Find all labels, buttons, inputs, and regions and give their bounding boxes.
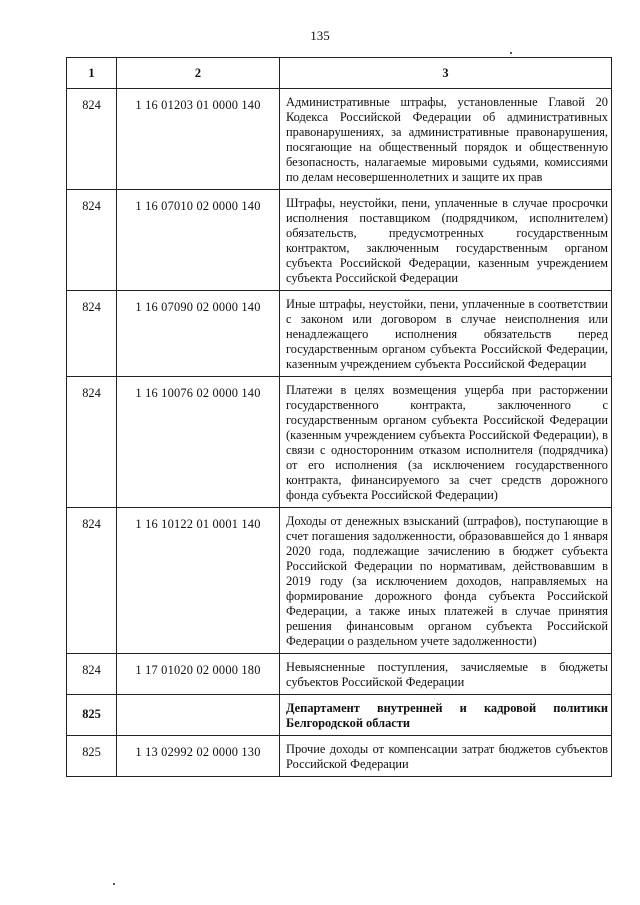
description-cell: Прочие доходы от компенсации затрат бюджетов субъектов Российской Федерации bbox=[280, 736, 612, 777]
table-row bbox=[67, 291, 612, 377]
admin-code-cell: 825 bbox=[67, 695, 117, 736]
budget-code-cell: 1 17 01020 02 0000 180 bbox=[117, 654, 280, 695]
department-name-cell: Департамент внутренней и кадровой политики Белгородской области bbox=[280, 695, 612, 736]
budget-code-cell bbox=[117, 695, 280, 736]
budget-code-cell: 1 13 02992 02 0000 130 bbox=[117, 736, 280, 777]
budget-code-cell: 1 16 10076 02 0000 140 bbox=[117, 377, 280, 508]
table-row bbox=[67, 736, 612, 777]
revenue-table bbox=[66, 57, 612, 777]
description-cell: Невыясненные поступления, зачисляемые в бюджеты субъектов Российской Федерации bbox=[280, 654, 612, 695]
description-cell: Иные штрафы, неустойки, пени, уплаченные в соответствии с законом или договором в случае неисполнения или ненадлежащего исполнения обязательств перед государственным органом субъекта Российской Федерации, казенным учреждением субъекта Российской Федерации bbox=[280, 291, 612, 377]
description-cell: Платежи в целях возмещения ущерба при расторжении государственного контракта, заключенного с государственным органом субъекта Российской Федерации (казенным учреждением субъекта Российской Федерации), в связи с односторонним отказом исполнителя (подрядчика) от его исполнения (за исключением государственного контракта, финансируемого за счет средств дорожного фонда субъекта Российской Федерации) bbox=[280, 377, 612, 508]
admin-code-cell: 825 bbox=[67, 736, 117, 777]
admin-code-cell: 824 bbox=[67, 654, 117, 695]
budget-code-cell: 1 16 07090 02 0000 140 bbox=[117, 291, 280, 377]
table-row bbox=[67, 377, 612, 508]
header-col-2: 2 bbox=[117, 58, 280, 89]
table-row bbox=[67, 654, 612, 695]
budget-code-cell: 1 16 07010 02 0000 140 bbox=[117, 190, 280, 291]
admin-code-cell: 824 bbox=[67, 291, 117, 377]
admin-code-cell: 824 bbox=[67, 377, 117, 508]
description-cell: Доходы от денежных взысканий (штрафов), поступающие в счет погашения задолженности, образовавшейся до 1 января 2020 года, подлежащие зачислению в бюджет субъекта Российской Федерации по нормативам, действовавшим в 2019 году (за исключением доходов, направляемых на формирование дорожного фонда субъекта Российской Федерации, а также иных платежей в случае принятия решения финансовым органом субъекта Российской Федерации о раздельном учете задолженности) bbox=[280, 508, 612, 654]
table-row bbox=[67, 89, 612, 190]
revenue-table-container bbox=[66, 57, 611, 777]
admin-code-cell: 824 bbox=[67, 190, 117, 291]
header-col-1: 1 bbox=[67, 58, 117, 89]
admin-code-cell: 824 bbox=[67, 508, 117, 654]
header-row bbox=[67, 58, 612, 89]
header-col-3: 3 bbox=[280, 58, 612, 89]
department-heading-row bbox=[67, 695, 612, 736]
table-row bbox=[67, 508, 612, 654]
admin-code-cell: 824 bbox=[67, 89, 117, 190]
description-cell: Административные штрафы, установленные Главой 20 Кодекса Российской Федерации об административных правонарушениях, за административные правонарушения, посягающие на общественный порядок и общественную безопасность, налагаемые мировыми судьями, комиссиями по делам несовершеннолетних и защите их прав bbox=[280, 89, 612, 190]
budget-code-cell: 1 16 01203 01 0000 140 bbox=[117, 89, 280, 190]
description-cell: Штрафы, неустойки, пени, уплаченные в случае просрочки исполнения поставщиком (подрядчиком, исполнителем) обязательств, предусмотренных государственным контрактом, заключенным государственным органом субъекта Российской Федерации, казенным учреждением субъекта Российской Федерации bbox=[280, 190, 612, 291]
scan-speck bbox=[510, 52, 512, 54]
page-number: 135 bbox=[310, 28, 330, 43]
table-row bbox=[67, 190, 612, 291]
budget-code-cell: 1 16 10122 01 0001 140 bbox=[117, 508, 280, 654]
scan-speck bbox=[113, 883, 115, 885]
